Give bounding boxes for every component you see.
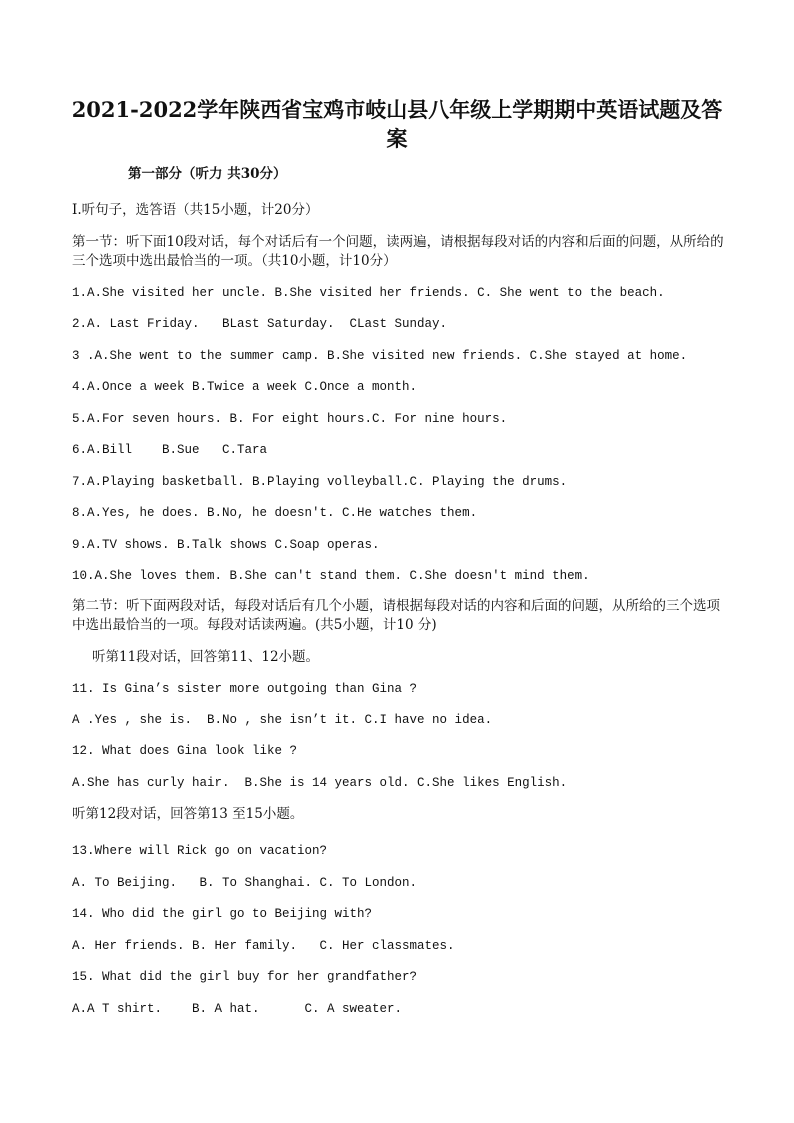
part1-heading: 第一部分（听力 共30分） [128,166,287,182]
section1-part2-instructions: 第二节：听下面两段对话，每段对话后有几个小题，请根据每段对话的内容和后面的问题，从所给的三个选项中选出最恰当的一项。每段对话读两遍。(共5小题，计10 分) [72,598,720,633]
dialogue11-intro: 听第11段对话，回答第11、12小题。 [92,649,320,665]
question-option-line: 7.A.Playing basketball. B.Playing volleyball.C. Playing the drums. [72,475,568,489]
document-title-line-1: 2021-2022学年陕西省宝鸡市岐山县八年级上学期期中英语试题及答 [71,97,723,122]
option-line: A.She has curly hair. B.She is 14 years old. C.She likes English. [72,776,568,790]
question-option-line: 6.A.Bill B.Sue C.Tara [72,443,268,457]
section1-heading: I.听句子，选答语（共15小题，计20分） [72,202,319,218]
document-title-line-2: 案 [386,126,408,151]
question-option-line: 9.A.TV shows. B.Talk shows C.Soap operas. [72,538,380,552]
question-option-line: 3 .A.She went to the summer camp. B.She visited new friends. C.She stayed at home. [72,349,688,363]
option-line: A .Yes , she is. B.No , she isn’t it. C.I have no idea. [72,713,493,727]
question-option-line: 2.A. Last Friday. BLast Saturday. CLast Sunday. [72,317,448,331]
question-option-line: 5.A.For seven hours. B. For eight hours.C. For nine hours. [72,412,508,426]
option-line: A.A T shirt. B. A hat. C. A sweater. [72,1002,403,1016]
question-line: 15. What did the girl buy for her grandfather? [72,970,418,984]
option-line: A. Her friends. B. Her family. C. Her classmates. [72,939,455,953]
question-option-line: 1.A.She visited her uncle. B.She visited her friends. C. She went to the beach. [72,286,665,300]
section1-part1-instructions: 第一节：听下面10段对话，每个对话后有一个问题，读两遍，请根据每段对话的内容和后面的问题，从所给的三个选项中选出最恰当的一项。（共10小题，计10分） [72,234,724,269]
question-line: 12. What does Gina look like ? [72,744,298,758]
question-line: 13.Where will Rick go on vacation? [72,844,328,858]
question-option-line: 8.A.Yes, he does. B.No, he doesn't. C.He watches them. [72,506,478,520]
option-line: A. To Beijing. B. To Shanghai. C. To London. [72,876,418,890]
question-option-line: 10.A.She loves them. B.She can't stand them. C.She doesn't mind them. [72,569,590,583]
dialogue12-intro: 听第12段对话，回答第13 至15小题。 [72,806,304,822]
question-line: 14. Who did the girl go to Beijing with? [72,907,373,921]
question-option-line: 4.A.Once a week B.Twice a week C.Once a month. [72,380,418,394]
question-line: 11. Is Gina’s sister more outgoing than Gina ? [72,682,418,696]
